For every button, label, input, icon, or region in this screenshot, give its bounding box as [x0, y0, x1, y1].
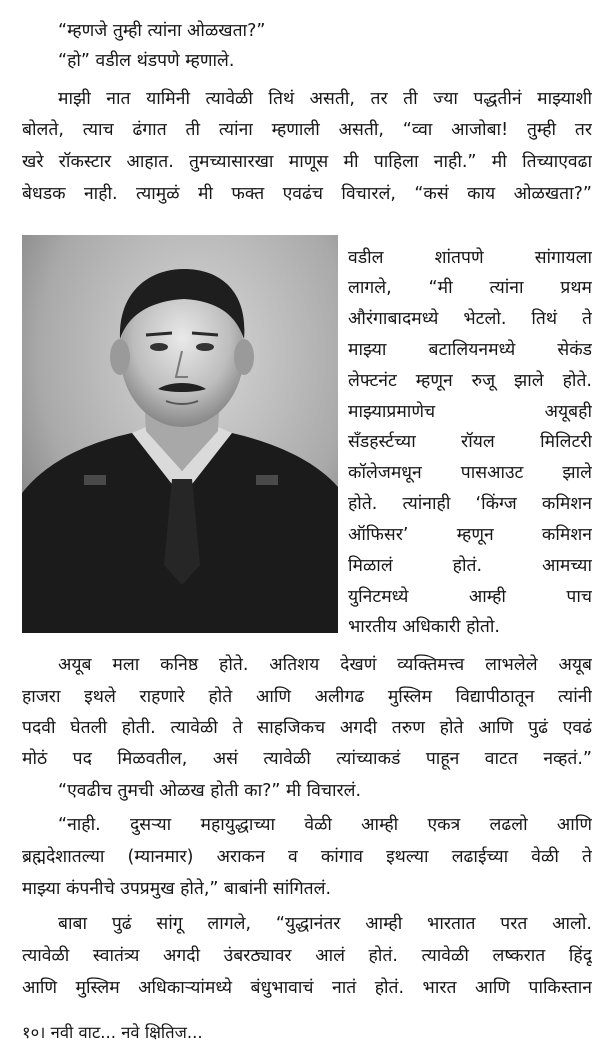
text-line: “नाही. दुसऱ्या महायुद्धाच्या वेळी आम्ही एकत्र लढलो आणि — [58, 815, 592, 835]
text-line: माझ्याप्रमाणेच अयूबही — [348, 402, 592, 422]
text-line: आणि मुस्लिम अधिकाऱ्यांमध्ये बंधुभावाचं नातं होतं. भारत आणि पाकिस्तान — [22, 978, 592, 998]
text-line: सँडहर्स्टच्या रॉयल मिलिटरी — [348, 432, 592, 452]
text-line: ऑफिसर’ म्हणून कमिशन — [348, 525, 592, 545]
text-line: त्यावेळी स्वातंत्र्य अगदी उंबरठ्यावर आलं होतं. त्यावेळी लष्करात हिंदू — [22, 946, 592, 966]
text-line: ब्रह्मदेशातल्या (म्यानमार) अराकन व कांगाव इथल्या लढाईच्या वेळी ते — [22, 847, 592, 867]
text-line: हाजरा इथले राहणारे होते आणि अलीगढ मुस्लिम विद्यापीठातून त्यांनी — [22, 687, 592, 707]
page-footer: १०। नवी वाट... नवे क्षितिज... — [22, 1023, 203, 1042]
text-line: मोठं पद मिळवतील, असं त्यावेळी त्यांच्याकडं पाहून वाटत नव्हतं.” — [22, 749, 592, 769]
text-line: होते. त्यांनाही ‘किंग्ज कमिशन — [348, 494, 592, 514]
text-line: अयूब मला कनिष्ठ होते. अतिशय देखणं व्यक्तिमत्त्व लाभलेले अयूब — [58, 655, 592, 675]
text-line: युनिटमध्ये आम्ही पाच — [348, 587, 592, 607]
text-line: “हो” वडील थंडपणे म्हणाले. — [58, 51, 235, 71]
portrait-photo — [22, 235, 338, 633]
text-line: बेधडक नाही. त्यामुळं मी फक्त एवढंच विचारलं, “कसं काय ओळखता?” — [22, 184, 592, 204]
text-line: “एवढीच तुमची ओळख होती का?” मी विचारलं. — [58, 781, 362, 801]
text-line: बोलते, त्याच ढंगात ती त्यांना म्हणाली असती, “व्वा आजोबा! तुम्ही तर — [22, 120, 592, 140]
text-line: माझ्या बटालियनमध्ये सेकंड — [348, 340, 592, 360]
text-line: मिळालं होतं. आमच्या — [348, 556, 592, 576]
text-line: “म्हणजे तुम्ही त्यांना ओळखता?” — [58, 21, 266, 41]
text-line: लेफ्टनंट म्हणून रुजू झाले होते. — [348, 371, 592, 391]
text-line: पदवी घेतली होती. त्यावेळी ते साहजिकच अगदी तरुण होते आणि पुढं एवढं — [22, 718, 592, 738]
text-line: भारतीय अधिकारी होतो. — [348, 617, 500, 637]
text-line: बाबा पुढं सांगू लागले, “युद्धानंतर आम्ही भारतात परत आलो. — [58, 914, 592, 934]
text-line: औरंगाबादमध्ये भेटलो. तिथं ते — [348, 309, 592, 329]
text-line: कॉलेजमधून पासआउट झाले — [348, 463, 592, 483]
text-line: लागले, “मी त्यांना प्रथम — [348, 278, 592, 298]
text-line: माझ्या कंपनीचे उपप्रमुख होते,” बाबांनी सांगितलं. — [22, 879, 332, 899]
text-line: वडील शांतपणे सांगायला — [348, 248, 592, 268]
text-line: माझी नात यामिनी त्यावेळी तिथं असती, तर ती ज्या पद्धतीनं माझ्याशी — [58, 89, 592, 109]
portrait-image — [22, 235, 338, 633]
text-line: खरे रॉकस्टार आहात. तुमच्यासारखा माणूस मी पाहिला नाही.” मी तिच्याएवढा — [22, 152, 592, 172]
